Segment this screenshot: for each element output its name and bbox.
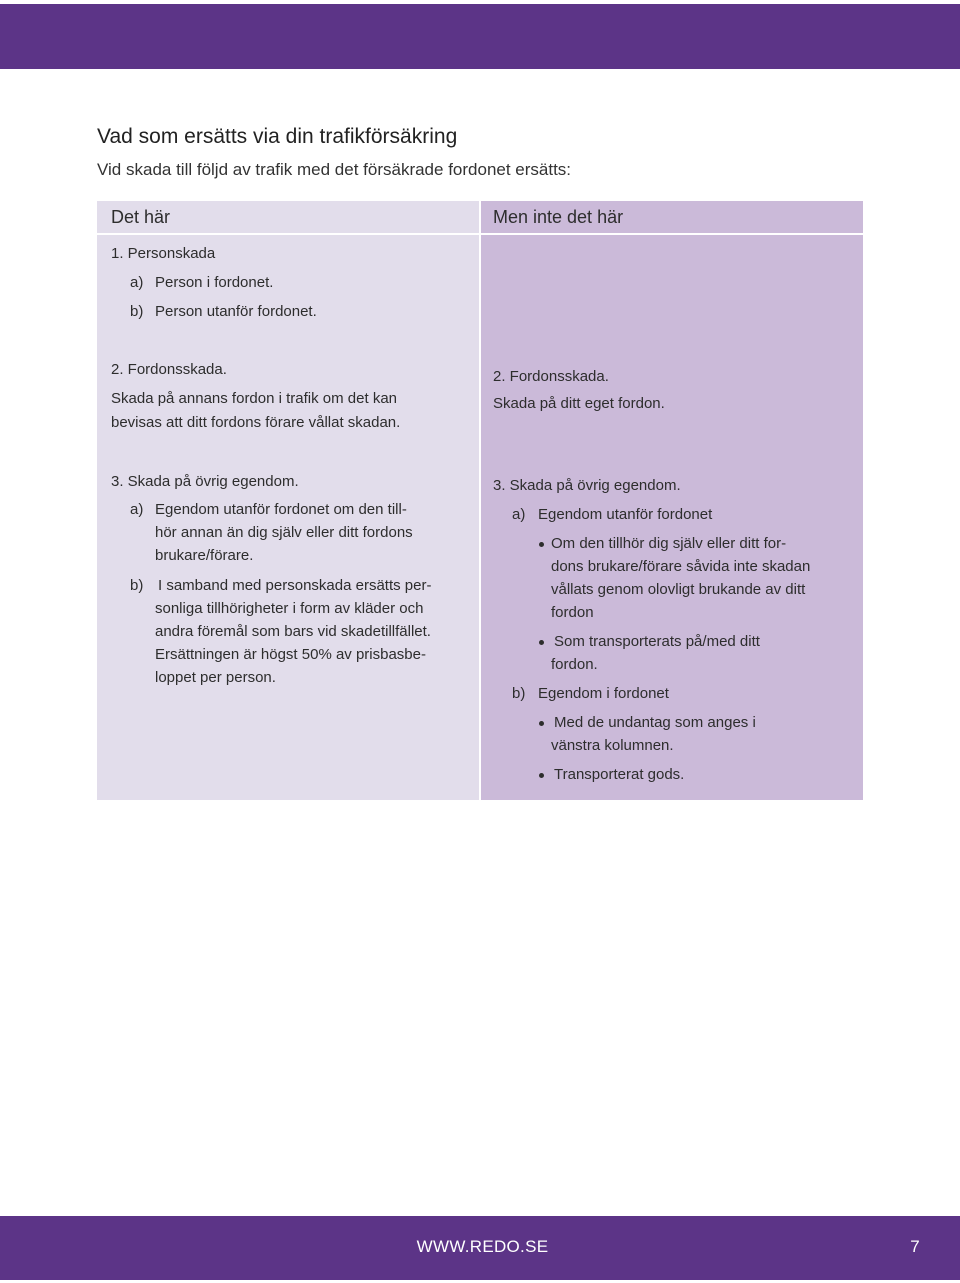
- left-s3-b-line: Ersättningen är högst 50% av prisbasbe-: [155, 646, 426, 663]
- list-label: b): [512, 685, 526, 702]
- list-label: a): [130, 501, 144, 518]
- page-number: 7: [910, 1237, 920, 1256]
- list-label: a): [512, 506, 526, 523]
- right-a-text: Egendom utanför fordonet: [538, 506, 713, 523]
- right-a-bullet-line: Om den tillhör dig själv eller ditt for-: [551, 535, 787, 552]
- bullet-icon: [539, 542, 544, 547]
- left-s3-b-line: I samband med personskada ersätts per-: [158, 577, 432, 594]
- footer-bar: [0, 1216, 960, 1280]
- right-a-bullet-line: dons brukare/förare såvida inte skadan: [551, 558, 811, 575]
- right-b-bullet-line: Transporterat gods.: [554, 766, 685, 783]
- left-s2-text: Skada på annans fordon i trafik om det kan: [111, 390, 398, 407]
- left-section-1-title: 1. Personskada: [111, 245, 216, 262]
- left-section-3-title: 3. Skada på övrig egendom.: [111, 473, 299, 490]
- left-s1-b-text: Person utanför fordonet.: [155, 303, 317, 320]
- right-s2-text: Skada på ditt eget fordon.: [493, 395, 665, 412]
- left-s2-text: bevisas att ditt fordons förare vållat skadan.: [111, 414, 401, 431]
- right-a-bullet-line: Som transporterats på/med ditt: [554, 633, 760, 650]
- top-banner: [0, 4, 960, 69]
- bullet-icon: [539, 773, 544, 778]
- left-s3-b-line: loppet per person.: [155, 669, 276, 686]
- list-label: b): [130, 577, 144, 594]
- left-section-2-title: 2. Fordonsskada.: [111, 361, 227, 378]
- right-section-2-title: 2. Fordonsskada.: [493, 368, 609, 385]
- right-a-bullet-line: fordon.: [551, 656, 598, 673]
- page-title: Vad som ersätts via din trafikförsäkring: [97, 125, 458, 148]
- right-b-bullet-line: Med de undantag som anges i: [554, 714, 756, 731]
- bullet-icon: [539, 640, 544, 645]
- right-a-bullet-line: fordon: [551, 604, 594, 621]
- right-column-header: Men inte det här: [493, 207, 624, 227]
- right-a-bullet-line: vållats genom olovligt brukande av ditt: [551, 581, 806, 598]
- right-b-text: Egendom i fordonet: [538, 685, 669, 702]
- bullet-icon: [539, 721, 544, 726]
- left-s3-b-line: andra föremål som bars vid skadetillfället.: [155, 623, 431, 640]
- left-s3-b-line: sonliga tillhörigheter i form av kläder och: [155, 600, 424, 617]
- list-label: a): [130, 274, 144, 291]
- page-subtitle: Vid skada till följd av trafik med det försäkrade fordonet ersätts:: [97, 160, 572, 179]
- left-header-divider: [97, 233, 479, 235]
- footer-website-link[interactable]: WWW.REDO.SE: [416, 1237, 549, 1256]
- right-section-3-title: 3. Skada på övrig egendom.: [493, 477, 681, 494]
- left-s3-a-line: brukare/förare.: [155, 547, 254, 564]
- right-b-bullet-line: vänstra kolumnen.: [551, 737, 674, 754]
- left-s1-a-text: Person i fordonet.: [155, 274, 274, 291]
- left-column-header: Det här: [111, 207, 171, 227]
- right-header-divider: [481, 233, 863, 235]
- left-s3-a-line: hör annan än dig själv eller ditt fordons: [155, 524, 413, 541]
- list-label: b): [130, 303, 144, 320]
- left-s3-a-line: Egendom utanför fordonet om den till-: [155, 501, 407, 518]
